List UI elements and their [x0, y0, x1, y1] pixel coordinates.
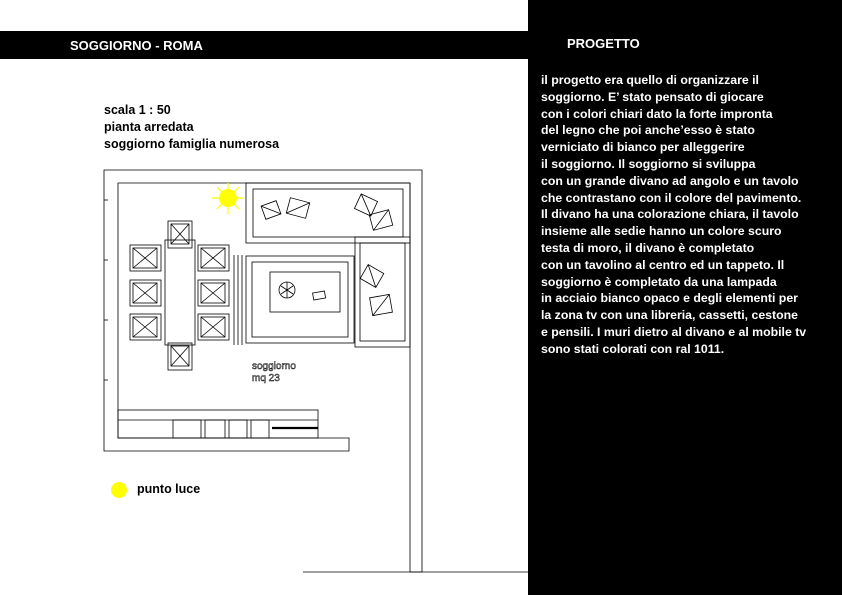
project-line: il progetto era quello di organizzare il: [541, 73, 759, 87]
project-line: con un grande divano ad angolo e un tavolo: [541, 173, 799, 188]
project-panel: [528, 0, 842, 595]
dining-chairs: [130, 221, 242, 370]
project-description: [541, 72, 842, 358]
room-area-label: mq 23: [252, 373, 280, 384]
legend-label: punto luce: [137, 482, 201, 496]
project-line: la zona tv con una libreria, cassetti, cestone: [541, 308, 798, 323]
tv-unit: [118, 410, 318, 438]
project-title: PROGETTO: [567, 36, 640, 51]
project-line: verniciato di bianco per alleggerire: [541, 140, 745, 155]
light-point-legend-icon: [111, 482, 127, 498]
dining-table: [165, 240, 195, 345]
page-title: SOGGIORNO - ROMA: [70, 38, 203, 53]
project-line: e pensili. I muri dietro al divano e al mobile tv: [541, 324, 807, 339]
project-line: del legno che poi anche’esso è stato: [541, 123, 755, 138]
coffee-table: [270, 272, 340, 312]
project-line: Il divano ha una colorazione chiara, il tavolo: [541, 207, 799, 222]
corner-sofa: [246, 183, 410, 347]
project-line: con un tavolino al centro ed un tappeto. Il: [541, 257, 785, 272]
project-line: che contrastano con il colore del pavimento.: [541, 190, 802, 205]
project-line: in acciaio bianco opaco e degli elementi per: [541, 291, 798, 306]
project-line: soggiorno. E’ stato pensato di giocare: [541, 89, 764, 104]
project-line: con i colori chiari dato la forte impronta: [541, 106, 773, 121]
project-line: sono stati colorati con ral 1011.: [541, 341, 725, 356]
rug: [246, 256, 354, 343]
project-line: soggiorno è completato da una lampada: [541, 274, 777, 289]
room-name-label: soggiorno: [252, 361, 296, 372]
project-line: il soggiorno. Il soggiorno si sviluppa: [541, 156, 756, 171]
plan-subtitle: soggiorno famiglia numerosa: [104, 136, 280, 151]
plan-type: pianta arredata: [104, 119, 194, 134]
plan-scale: scala 1 : 50: [104, 103, 171, 117]
project-line: insieme alle sedie hanno un colore scuro: [541, 224, 782, 239]
project-line: testa di moro, il divano è completato: [541, 240, 755, 255]
light-point-icon: [212, 183, 244, 214]
